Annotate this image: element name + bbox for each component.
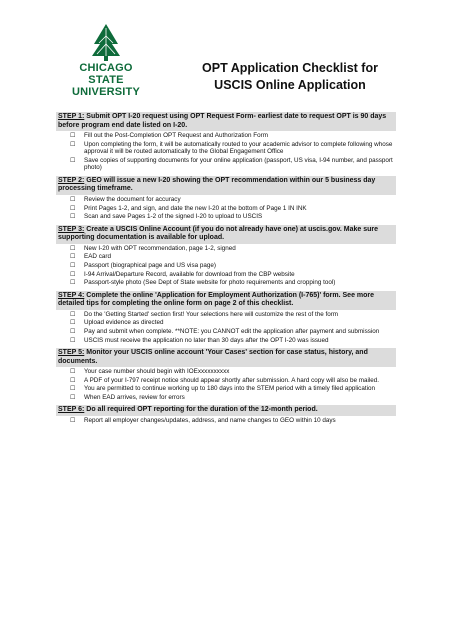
step-heading: [56, 405, 396, 416]
item-text: When EAD arrives, review for errors: [84, 393, 185, 401]
step-heading: [56, 176, 396, 195]
step-1: [56, 112, 396, 172]
title-line1: OPT Application Checklist for: [202, 61, 378, 75]
checklist-item: [70, 337, 396, 345]
checkbox-icon[interactable]: ☐: [70, 336, 76, 344]
item-text: EAD card: [84, 253, 111, 261]
item-text: Your case number should begin with IOExxxxxxxxxx: [84, 368, 230, 376]
step-label: STEP 3:: [58, 225, 85, 233]
checkbox-icon[interactable]: ☐: [70, 368, 76, 376]
checkbox-icon[interactable]: ☐: [70, 319, 76, 327]
checkbox-icon[interactable]: ☐: [70, 213, 76, 221]
checkbox-icon[interactable]: ☐: [70, 310, 76, 318]
item-text: You are permitted to continue working up to 180 days into the STEM period with a timely filed application: [84, 385, 375, 393]
checkbox-icon[interactable]: ☐: [70, 279, 76, 287]
step-items: [56, 196, 396, 221]
checklist-item: [70, 385, 396, 393]
checkbox-icon[interactable]: ☐: [70, 385, 76, 393]
checkbox-icon[interactable]: ☐: [70, 244, 76, 252]
step-label: STEP 1:: [58, 113, 85, 120]
step-text: Create a USCIS Online Account (if you do not already have one) at uscis.gov. Make sure supporting documentation is available for upload.: [58, 225, 379, 242]
tree-logo-icon: [86, 22, 126, 62]
step-text: Do all required OPT reporting for the duration of the 12-month period.: [84, 406, 318, 414]
checklist-item: [70, 141, 396, 156]
item-text: A PDF of your I-797 receipt notice should appear shortly after submission. A hard copy will also be mailed.: [84, 376, 380, 384]
checklist-item: [70, 311, 396, 319]
university-name-line2: UNIVERSITY: [71, 86, 140, 98]
checkbox-icon[interactable]: ☐: [70, 195, 76, 203]
checkbox-icon[interactable]: ☐: [70, 393, 76, 401]
step-items: [56, 132, 396, 172]
step-label: STEP 4:: [58, 291, 85, 299]
checkbox-icon[interactable]: ☐: [70, 132, 76, 139]
item-text: Upload evidence as directed: [84, 319, 164, 327]
item-text: New I-20 with OPT recommendation, page 1-2, signed: [84, 244, 236, 252]
checkbox-icon[interactable]: ☐: [70, 270, 76, 278]
checkbox-icon[interactable]: ☐: [70, 327, 76, 335]
checkbox-icon[interactable]: ☐: [70, 204, 76, 212]
item-text: Review the document for accuracy: [84, 195, 181, 203]
step-text: Complete the online 'Application for Employment Authorization (I-765)' form. See more detailed tips for completing the online form on page 2 of this checklist.: [58, 291, 375, 308]
checklist-item: [70, 196, 396, 204]
checklist-item: [70, 132, 396, 140]
checkbox-icon[interactable]: ☐: [70, 156, 76, 164]
step-label: STEP 5:: [58, 349, 85, 357]
item-text: Fill out the Post-Completion OPT Request and Authorization Form: [84, 132, 268, 139]
checklist-item: [70, 245, 396, 253]
step-text: Monitor your USCIS online account 'Your Cases' section for case status, history, and documents.: [58, 349, 368, 365]
checklist-item: [70, 271, 396, 279]
checkbox-icon[interactable]: ☐: [70, 416, 76, 424]
step-heading: [56, 291, 396, 310]
checklist-item: [70, 377, 396, 385]
checklist-item: [70, 417, 396, 425]
checklist-item: [70, 319, 396, 327]
step-3: [56, 225, 396, 287]
step-5: [56, 348, 396, 401]
checklist-item: [70, 213, 396, 221]
step-items: [56, 417, 396, 425]
step-6: [56, 405, 396, 424]
item-text: Pay and submit when complete. **NOTE: you CANNOT edit the application after payment and submission: [84, 327, 380, 335]
step-heading: [56, 225, 396, 244]
item-text: Passport (biographical page and US visa page): [84, 261, 216, 269]
item-text: Save copies of supporting documents for your online application (passport, US visa, I-94 number, and passport photo): [84, 156, 393, 172]
university-logo: [64, 22, 148, 98]
checklist-item: [70, 368, 396, 376]
step-label: STEP 6:: [58, 406, 85, 414]
item-text: Do the 'Getting Started' section first! Your selections here will customize the rest of the form: [84, 310, 339, 318]
step-4: [56, 291, 396, 344]
checklist-steps: [56, 112, 396, 429]
item-text: Upon completing the form, it will be automatically routed to your academic advisor to complete following whose approval it will be routed automatically to the Global Engagement Office: [84, 140, 393, 156]
checklist-item: [70, 279, 396, 287]
item-text: USCIS must receive the application no later than 30 days after the OPT I-20 was issued: [84, 336, 329, 344]
step-text: Submit OPT I-20 request using OPT Request Form- earliest date to request OPT is 90 days before program end date listed on I-20.: [58, 113, 387, 129]
item-text: Scan and save Pages 1-2 of the signed I-20 to upload to USCIS: [84, 213, 263, 221]
step-text: GEO will issue a new I-20 showing the OPT recommendation within our 5 business day processing timeframe.: [58, 176, 376, 193]
item-text: I-94 Arrival/Departure Record, available for download from the CBP website: [84, 270, 295, 278]
checklist-item: [70, 394, 396, 402]
checkbox-icon[interactable]: ☐: [70, 140, 76, 148]
step-label: STEP 2:: [58, 176, 85, 184]
checklist-item: [70, 205, 396, 213]
checklist-item: [70, 157, 396, 172]
university-name-line1: CHICAGO STATE: [79, 62, 133, 86]
item-text: Print Pages 1-2, and sign, and date the new I-20 at the bottom of Page 1 IN INK: [84, 204, 307, 212]
checkbox-icon[interactable]: ☐: [70, 253, 76, 261]
step-items: [56, 311, 396, 344]
checklist-item: [70, 262, 396, 270]
step-heading: [56, 348, 396, 367]
step-2: [56, 176, 396, 221]
checklist-item: [70, 328, 396, 336]
item-text: Report all employer changes/updates, address, and name changes to GEO within 10 days: [84, 416, 336, 424]
step-items: [56, 245, 396, 287]
checkbox-icon[interactable]: ☐: [70, 261, 76, 269]
checklist-item: [70, 253, 396, 261]
title-line2: USCIS Online Application: [214, 78, 366, 92]
page-title: [190, 60, 390, 94]
step-items: [56, 368, 396, 401]
checkbox-icon[interactable]: ☐: [70, 376, 76, 384]
item-text: Passport-style photo (See Dept of State website for photo requirements and cropping tool): [84, 279, 336, 287]
step-heading: [56, 112, 396, 131]
